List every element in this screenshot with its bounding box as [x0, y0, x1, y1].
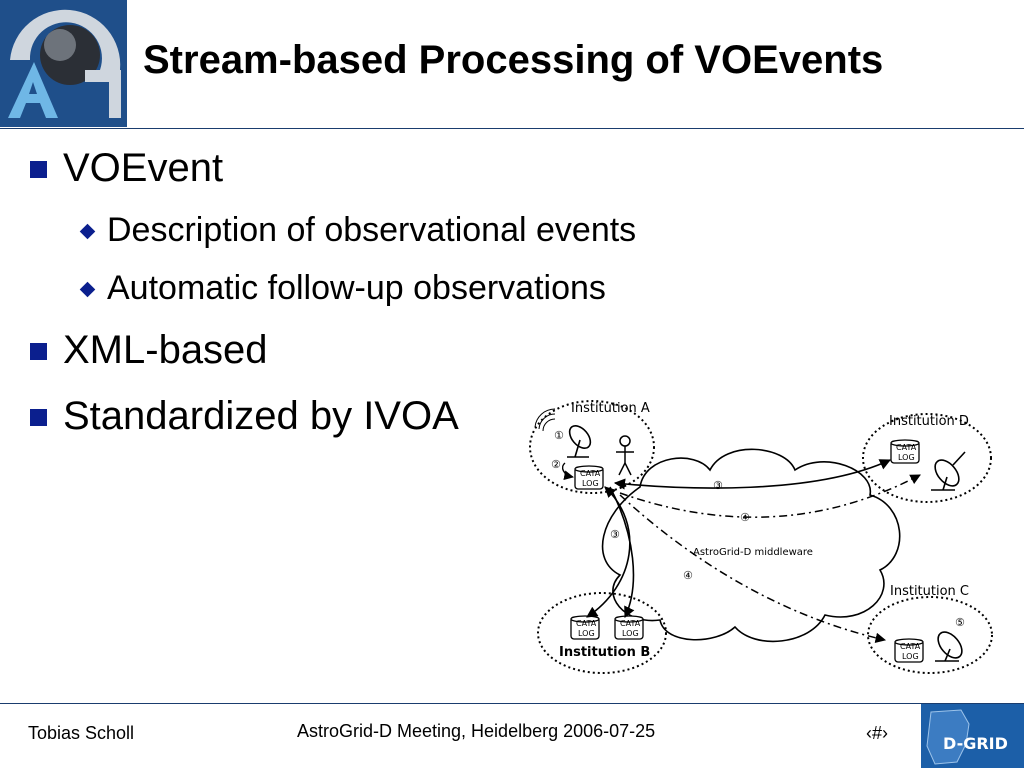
- sub-bullet-text: Automatic follow-up observations: [107, 269, 606, 307]
- institution-c-label: Institution C: [890, 584, 970, 599]
- telescope-icon: [933, 628, 966, 663]
- radio-wave-icon: [535, 409, 555, 431]
- step-marker: ④: [683, 569, 693, 582]
- svg-text:CATA: CATA: [900, 642, 921, 651]
- bullet-text: VOEvent: [63, 146, 224, 190]
- svg-text:CATA: CATA: [620, 619, 641, 628]
- event-arrow: [563, 463, 573, 477]
- svg-text:LOG: LOG: [582, 479, 599, 488]
- svg-text:CATA: CATA: [580, 469, 601, 478]
- diamond-bullet-icon: [80, 282, 96, 298]
- slide-title: Stream-based Processing of VOEvents: [143, 38, 884, 82]
- svg-text:LOG: LOG: [622, 629, 639, 638]
- slide-number: ‹#›: [866, 723, 888, 743]
- svg-text:LOG: LOG: [578, 629, 595, 638]
- footer-event: AstroGrid-D Meeting, Heidelberg 2006-07-25: [297, 721, 656, 741]
- step-marker: ②: [551, 458, 561, 471]
- header-divider: [0, 128, 1024, 129]
- institution-b-label: Institution B: [559, 645, 651, 660]
- svg-text:D-GRID: D-GRID: [943, 734, 1008, 753]
- square-bullet-icon: [30, 343, 47, 360]
- svg-text:LOG: LOG: [898, 453, 915, 462]
- bullet-item: [63, 394, 459, 439]
- astrogrid-logo: [0, 0, 127, 127]
- telescope-icon: [930, 452, 965, 490]
- bullet-text: XML-based: [63, 328, 268, 372]
- bullet-text: Standardized by IVOA: [63, 394, 459, 438]
- institution-d-label: Institution D: [889, 414, 969, 429]
- square-bullet-icon: [30, 409, 47, 426]
- svg-text:CATA: CATA: [896, 443, 917, 452]
- institution-a-label: Institution A: [571, 401, 650, 416]
- step-marker: ④: [740, 511, 750, 524]
- bullet-item: [63, 146, 223, 191]
- step-marker: ③: [610, 528, 620, 541]
- step-marker: ③: [713, 479, 723, 492]
- svg-text:CATA: CATA: [576, 619, 597, 628]
- diamond-bullet-icon: [80, 224, 96, 240]
- svg-text:LOG: LOG: [902, 652, 919, 661]
- sub-bullet-text: Description of observational events: [107, 211, 637, 249]
- middleware-diagram: [525, 395, 995, 680]
- step-marker: ⑤: [955, 616, 965, 629]
- middleware-label: AstroGrid-D middleware: [693, 547, 813, 558]
- square-bullet-icon: [30, 161, 47, 178]
- institution-c-boundary: [868, 597, 992, 673]
- sub-bullet-item: [107, 269, 606, 308]
- step-marker: ①: [554, 429, 564, 442]
- footer-divider: [0, 703, 1024, 704]
- telescope-icon: [566, 422, 595, 457]
- event-arrow: [587, 487, 630, 617]
- bullet-item: [63, 328, 268, 373]
- followup-arrow: [620, 495, 885, 640]
- person-icon: [616, 436, 634, 475]
- middleware-cloud: [603, 449, 900, 641]
- sub-bullet-item: [107, 211, 636, 250]
- footer-author: Tobias Scholl: [28, 723, 135, 743]
- dgrid-logo: [921, 704, 1024, 768]
